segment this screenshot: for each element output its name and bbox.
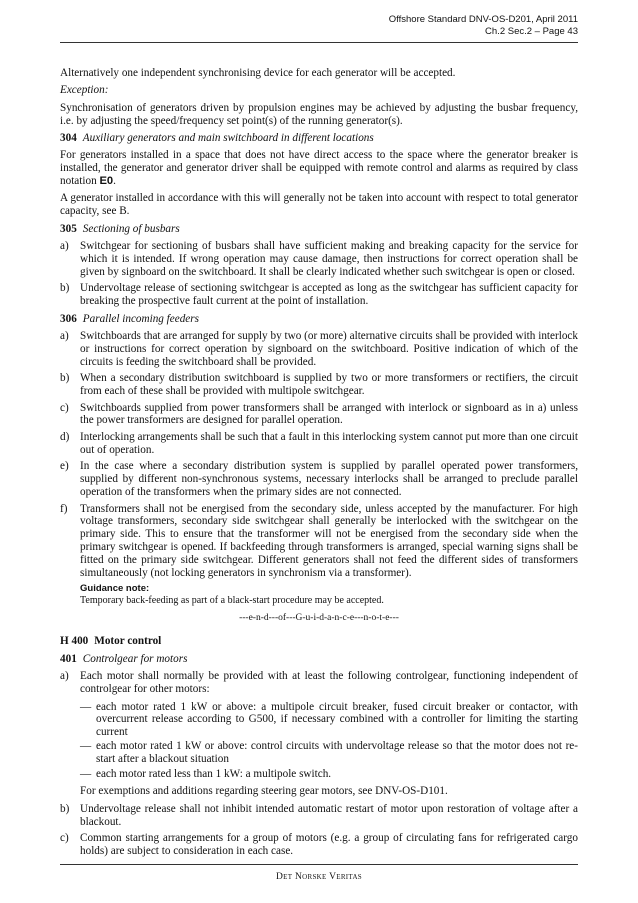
list-item [60, 402, 578, 428]
subsection-number: H 400 [60, 635, 89, 648]
guidance-note-title: Guidance note: [80, 583, 150, 595]
list-item-text: Common starting arrangements for a group of motors (e.g. a group of circulating fans for refrigerated cargo holds) are subject to consideration in each case. [80, 832, 578, 857]
paragraph-alternative: Alternatively one independent synchronising device for each generator will be accepted. [60, 67, 456, 79]
dash-glyph: — [80, 767, 92, 780]
list-item-text: In the case where a secondary distribution system is supplied by parallel operated power transformers, supplied by different non-synchronous systems, necessary interlocks shall be arranged to preclude parallel operation of the transformers when the primary sides are not connected. [80, 460, 578, 499]
subsection-h400-heading [60, 635, 578, 648]
section-title: Sectioning of busbars [82, 222, 180, 235]
section-title: Parallel incoming feeders [82, 312, 199, 325]
list-item-text: Each motor shall normally be provided with at least the following controlgear, functioning independent of controlgear for other motors: [80, 670, 578, 695]
list-item-label: b) [60, 802, 70, 815]
section-306-heading [60, 313, 578, 326]
section-title: Auxiliary generators and main switchboard in different locations [82, 131, 374, 144]
guidance-note-text: Temporary back-feeding as part of a black-start procedure may be accepted. [80, 595, 384, 607]
dash-item [60, 768, 578, 781]
list-item-label: d) [60, 431, 70, 444]
dash-item [60, 740, 578, 766]
guidance-note [80, 583, 578, 607]
exception-label: Exception: [60, 84, 109, 97]
list-item [60, 460, 578, 498]
list-item-text: Switchgear for sectioning of busbars shall have sufficient making and breaking capacity for the service for which it is intended. If wrong operation may cause damage, then instructions for correct operation shall be given by signboard on the switchboard. It shall be clearly indicated whether such switchgear is open or closed. [80, 239, 578, 278]
page-body [60, 67, 578, 862]
list-item-label: b) [60, 372, 70, 385]
list-item-label: e) [60, 460, 69, 473]
dash-item [60, 701, 578, 739]
page-footer: Det Norske Veritas [276, 872, 362, 882]
dash-item-text: each motor rated 1 kW or above: a multipole circuit breaker, fused circuit breaker or contactor, with overcurrent release according to G500, if necessary combined with a controller for limiting the starting current [96, 700, 578, 739]
section-304-paragraph-1 [60, 149, 578, 187]
paragraph-synchronisation: Synchronisation of generators driven by propulsion engines may be achieved by adjusting the busbar frequency, i.e. by adjusting the speed/frequency set point(s) of the running generator(s). [60, 101, 578, 127]
list-item [60, 503, 578, 580]
guidance-note-end: ---e-n-d---of---G-u-i-d-a-n-c-e---n-o-t-e--- [239, 613, 399, 624]
list-item-text: Interlocking arrangements shall be such that a fault in this interlocking system cannot put more than one circuit out of operation. [80, 431, 579, 456]
section-304-paragraph-2: A generator installed in accordance with this will generally not be taken into account with respect to total generator capacity, see B. [60, 192, 578, 218]
dash-item-text: each motor rated 1 kW or above: control circuits with undervoltage release so that the motor does not re-start after a blackout situation [96, 740, 578, 766]
list-item-text: Switchboards that are arranged for supply by two (or more) alternative circuits shall be provided with interlock or instructions for correct operation by signboard on the switchboard. Positive indication of which of the circuits is feeding the switchboard shall be provided. [80, 330, 578, 368]
list-item [60, 240, 578, 278]
section-number: 306 [60, 312, 77, 325]
section-number: 305 [60, 222, 77, 235]
header-page-ref: Ch.2 Sec.2 – Page 43 [485, 26, 578, 37]
list-item [60, 431, 578, 457]
exemptions-paragraph: For exemptions and additions regarding steering gear motors, see DNV-OS-D101. [80, 785, 448, 798]
list-item-label: c) [60, 401, 69, 414]
list-item-text: Undervoltage release of sectioning switchgear is accepted as long as the switchgear has sufficient capacity for breaking the prospective fault current at the point of installation. [80, 282, 578, 307]
footer-divider [60, 864, 578, 865]
list-item-label: a) [60, 670, 69, 682]
section-401-heading [60, 653, 578, 666]
section-304-heading [60, 132, 578, 145]
page-header [389, 14, 578, 38]
list-item [60, 832, 578, 858]
header-standard-title: Offshore Standard DNV-OS-D201, April 2011 [388, 14, 578, 25]
list-item-label: a) [60, 330, 69, 343]
section-number: 401 [60, 652, 77, 665]
class-notation: E0 [99, 174, 114, 187]
list-item-text: Transformers shall not be energised from the secondary side, unless accepted by the manufacturer. For high voltage transformers, secondary side switchgear shall generally be interlocked with the switchgear on the primary side. This to ensure that the transformer will not be energised from the secondary side when the primary switchgear is opened. If backfeeding through transformers is arranged, special warning signs shall be fitted on the primary side switchgear. Different generators shall not feed the different sides of transformers simultaneously (not locking generators in synchronism via a transformer). [80, 502, 578, 579]
list-item-text: Undervoltage release shall not inhibit intended automatic restart of motor upon restoration of voltage after a blackout. [80, 802, 578, 828]
list-item [60, 282, 578, 308]
dash-glyph: — [80, 700, 92, 713]
subsection-title: Motor control [94, 635, 162, 648]
section-number: 304 [60, 131, 77, 144]
text-run: For generators installed in a space that does not have direct access to the space where the generator breaker is installed, the generator and generator driver shall be equipped with remote control and alarms as required by class notation [60, 149, 578, 187]
section-title: Controlgear for motors [82, 652, 188, 665]
list-item [60, 372, 578, 398]
list-item-label: c) [60, 832, 69, 845]
list-item-label: b) [60, 282, 70, 295]
dash-glyph: — [80, 740, 92, 753]
section-305-heading [60, 223, 578, 236]
list-item [60, 330, 578, 368]
dash-item-text: each motor rated less than 1 kW: a multipole switch. [96, 767, 332, 780]
list-item-label: a) [60, 239, 69, 252]
list-item-text: When a secondary distribution switchboard is supplied by two or more transformers or rectifiers, the circuit from each of these shall be provided with multipole switchgear. [80, 372, 578, 398]
list-item [60, 803, 578, 829]
list-item [60, 670, 578, 696]
header-divider [60, 42, 578, 43]
list-item-label: f) [60, 502, 68, 515]
list-item-text: Switchboards supplied from power transformers shall be arranged with interlock or signboard as in a) unless the power transformers are designed for parallel operation. [80, 401, 578, 427]
text-run: . [113, 174, 116, 187]
